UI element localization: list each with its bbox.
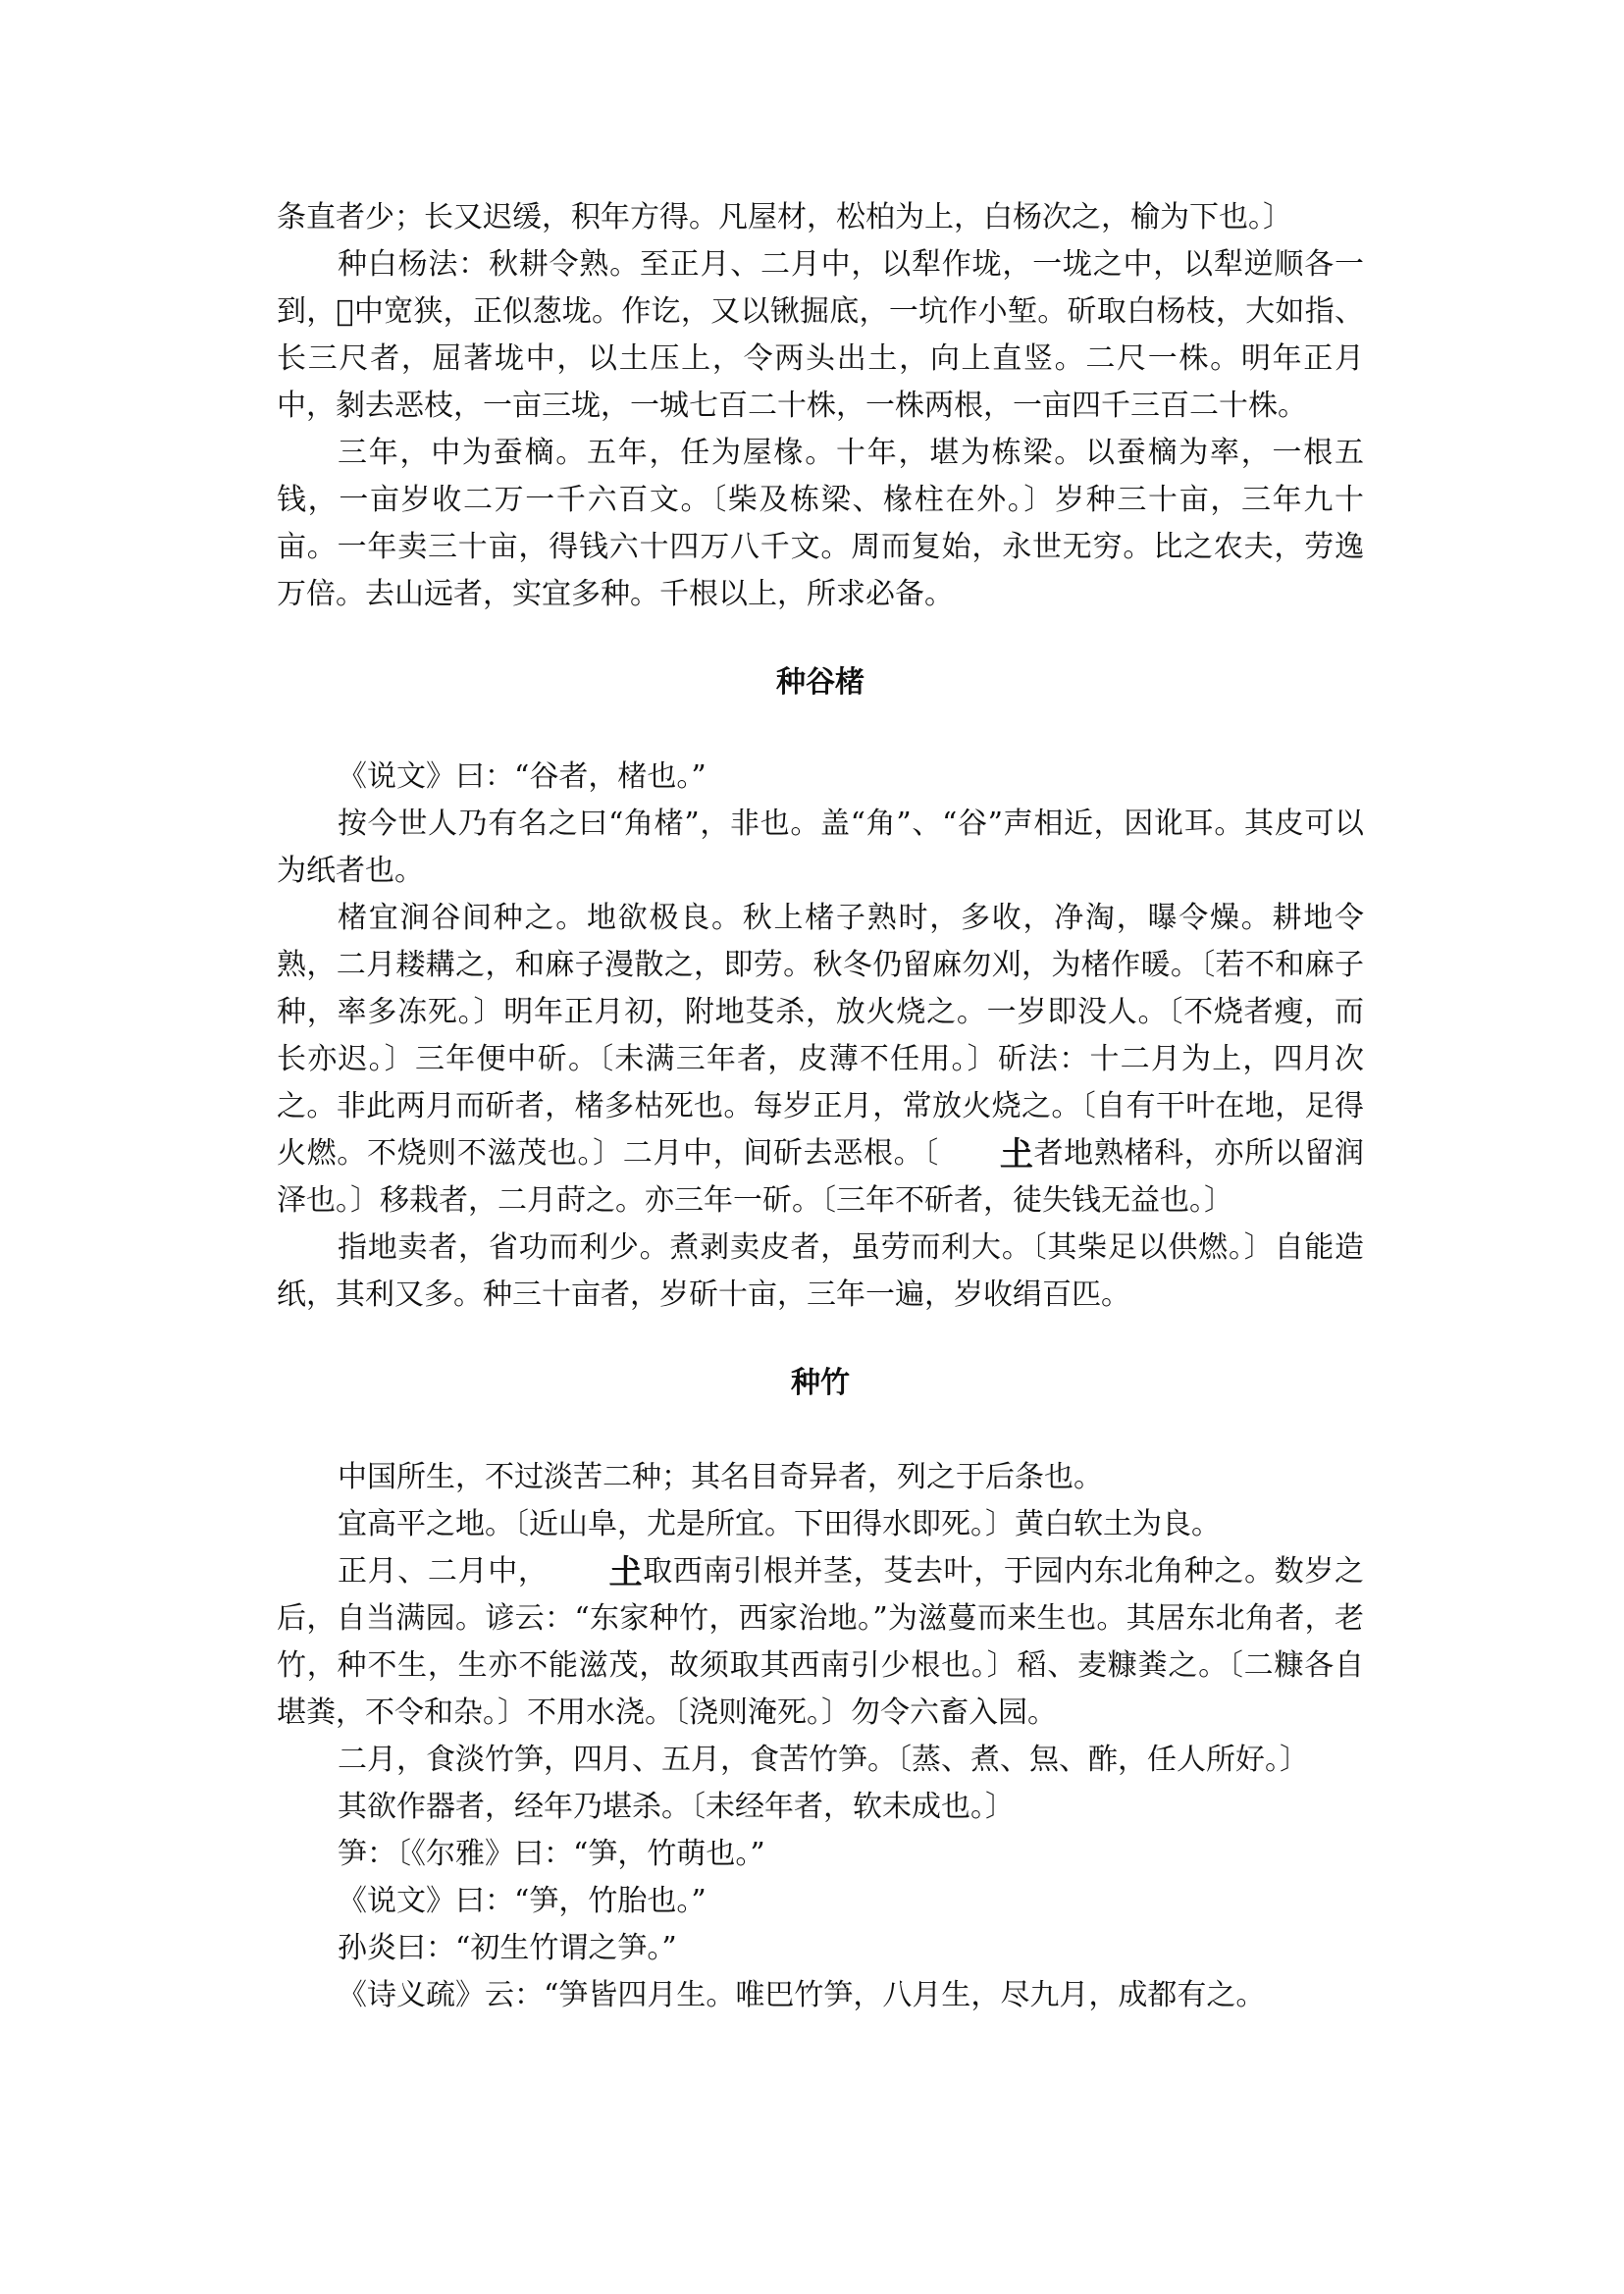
paragraph: 其欲作器者，经年乃堪杀。〔未经年者，软未成也。〕 [338, 1790, 1015, 1824]
paragraph: 按今世人乃有名之曰“角楮”，非也。盖“角”、“谷”声相近，因讹耳。其皮可以为纸者也。 [277, 807, 1364, 888]
paragraph: 中国所生，不过淡苦二种；其名目奇异者，列之于后条也。 [338, 1460, 1103, 1494]
rare-character: 𡈽 [608, 1553, 643, 1592]
paragraph: 指地卖者，省功而利少。煮剥卖皮者，虽劳而利大。〔其柴足以供燃。〕自能造纸，其利又多。种三十亩者，岁斫十亩，三年一遍，岁收绢百匹。 [277, 1230, 1364, 1312]
section-heading: 种竹 [791, 1366, 850, 1400]
paragraph: 二月，食淡竹笋，四月、五月，食苦竹笋。〔蒸、煮、炰、酢，任人所好。〕 [338, 1743, 1309, 1777]
paragraph [277, 1548, 1364, 1737]
paragraph: 笋：〔《尔雅》曰：“笋，竹萌也。” [338, 1837, 765, 1871]
section-heading: 种谷楮 [776, 665, 864, 700]
paragraph: 种白杨法：秋耕令熟。至正月、二月中，以犁作垅，一垅之中，以犁逆顺各一到，𤳲中宽狭，正似葱垅。作讫，又以锹掘底，一坑作小堑。斫取白杨枝，大如指、长三尺者，屈著垅中，以土压上，令两头出土，向上直竖。二尺一株。明年正月中，剶去恶枝，一亩三垅，一城七百二十株，一株两根，一亩四千三百二十株。 [277, 247, 1364, 423]
paragraph: 条直者少；长又迟缓，积年方得。凡屋材，松柏为上，白杨次之，榆为下也。〕 [277, 200, 1292, 235]
paragraph: 三年，中为蚕樀。五年，任为屋椽。十年，堪为栋梁。以蚕樀为率，一根五钱，一亩岁收二万一千六百文。〔柴及栋梁、椽柱在外。〕岁种三十亩，三年九十亩。一年卖三十亩，得钱六十四万八千文。周而复始，永世无穷。比之农夫，劳逸万倍。去山远者，实宜多种。千根以上，所求必备。 [277, 436, 1364, 611]
rare-character: 𡈽 [999, 1135, 1033, 1174]
paragraph-text: 正月、二月中， [338, 1554, 549, 1589]
paragraph: 《说文》曰：“谷者，楮也。” [338, 759, 707, 794]
document-page [277, 194, 1364, 2019]
paragraph-text: 者地熟楮科，亦所以留润泽也。〕移栽者，二月莳之。亦三年一斫。〔三年不斫者，徒失钱无益也。〕 [277, 1136, 1365, 1218]
paragraph: 《说文》曰：“笋，竹胎也。” [338, 1884, 707, 1918]
paragraph-text: 楮宜涧谷间种之。地欲极良。秋上楮子熟时，多收，净淘，曝令燥。耕地令熟，二月耧耩之，和麻子漫散之，即劳。秋冬仍留麻勿刈，为楮作暖。〔若不和麻子种，率多冻死。〕明年正月初，附地芟杀，放火烧之。一岁即没人。〔不烧者瘦，而长亦迟。〕三年便中斫。〔未满三年者，皮薄不任用。〕斫法：十二月为上，四月次之。非此两月而斫者，楮多枯死也。每岁正月，常放火烧之。〔自有干叶在地，足得火燃。不烧则不滋茂也。〕二月中，间斫去恶根。〔 [277, 901, 1364, 1171]
paragraph: 宜高平之地。〔近山阜，尤是所宜。下田得水即死。〕黄白软土为良。 [338, 1507, 1221, 1541]
paragraph [277, 895, 1364, 1225]
paragraph: 《诗义疏》云：“笋皆四月生。唯巴竹笋，八月生，尽九月，成都有之。 [338, 1978, 1266, 2012]
paragraph-text: 取西南引根并茎，芟去叶，于园内东北角种之。数岁之后，自当满园。谚云：“东家种竹，西家治地。”为滋蔓而来生也。其居东北角者，老竹，种不生，生亦不能滋茂，故须取其西南引少根也。〕稻、麦糠粪之。〔二糠各自堪粪，不令和杂。〕不用水浇。〔浇则淹死。〕勿令六畜入园。 [277, 1554, 1365, 1730]
paragraph: 孙炎曰：“初生竹谓之笋。” [338, 1931, 677, 1965]
